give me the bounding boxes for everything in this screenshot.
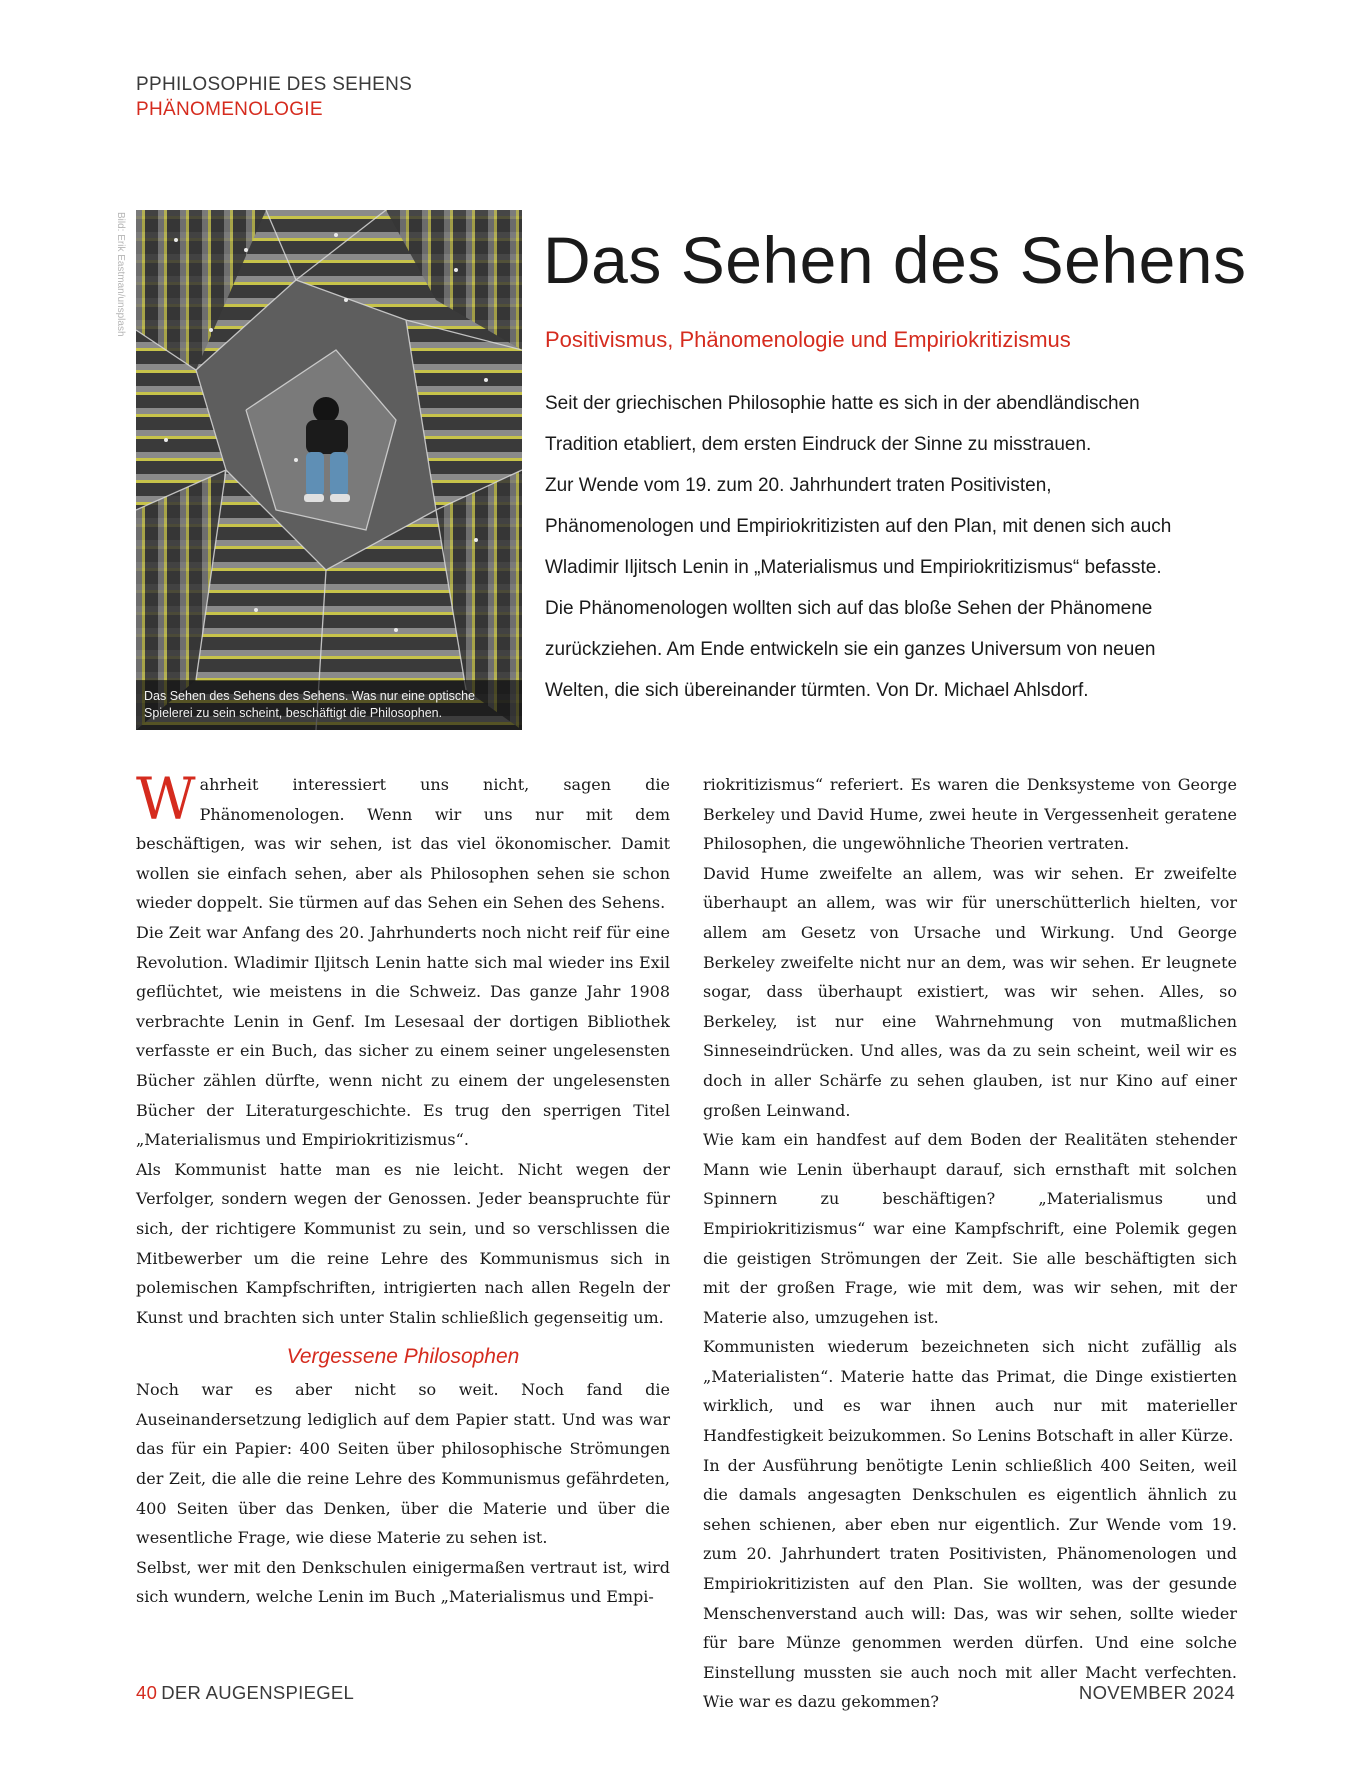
lead-line: Die Phänomenologen wollten sich auf das bloße Sehen der Phänomene xyxy=(545,598,1153,619)
mirrored-staircase-illustration xyxy=(136,210,522,730)
lead-line: Seit der griechischen Philosophie hatte es sich in der abendländischen xyxy=(545,393,1140,414)
photo-caption xyxy=(136,680,522,730)
body-paragraph: Kommunisten wiederum bezeichneten sich nicht zufällig als „Materialisten“. Materie hatte das Primat, die Dinge existierten wirklich, und es war ihnen auch nur mit materieller Handfestigkeit beizukommen. So Lenins Botschaft in aller Kürze. xyxy=(703,1337,1237,1446)
body-paragraph: Noch war es aber nicht so weit. Noch fand die Auseinandersetzung lediglich auf dem Papier statt. Und was war das für ein Papier: 400 Seiten über philosophische Strömungen der Zeit, die alle die reine Lehre des Kommunismus gefährdeten, 400 Seiten über das Denken, über die Materie und über die wesentliche Frage, wie diese Materie zu sehen ist. xyxy=(136,1380,670,1548)
body-paragraph xyxy=(136,765,670,918)
article-photo xyxy=(136,210,522,730)
body-column-right xyxy=(703,770,1237,1717)
article-title: Das Sehen des Sehens xyxy=(543,223,1247,297)
subsection-label: PHÄNOMENOLOGIE xyxy=(136,99,323,120)
issue-date: NOVEMBER 2024 xyxy=(1078,1682,1235,1703)
body-paragraph: Als Kommunist hatte man es nie leicht. Nicht wegen der Verfolger, sondern wegen der Genossen. Jeder beanspruchte für sich, der richtigere Kommunist zu sein, und so verschlissen die Mitbewerber um die reine Lehre des Kommunismus sich in polemischen Kampfschriften, intrigierten nach allen Regeln der Kunst und brachten sich unter Stalin schließlich gegenseitig um. xyxy=(136,1159,670,1327)
running-header xyxy=(136,72,412,122)
article-subtitle: Positivismus, Phänomenologie und Empiriokritizismus xyxy=(545,327,1071,352)
lead-line: Phänomenologen und Empiriokritizisten auf den Plan, mit denen sich auch xyxy=(545,516,1172,537)
caption-line: Spielerei zu sein scheint, beschäftigt die Philosophen. xyxy=(144,706,443,720)
caption-line: Das Sehen des Sehens des Sehens. Was nur eine optische xyxy=(144,689,475,703)
lead-line: zurückziehen. Am Ende entwickeln sie ein ganzes Universum von neuen xyxy=(545,639,1156,660)
drop-cap: W xyxy=(136,765,196,833)
section-heading: Vergessene Philosophen xyxy=(286,1345,520,1369)
photo-credit: Bild: Erik Eastman/unsplash xyxy=(115,212,126,337)
body-paragraph: Wie kam ein handfest auf dem Boden der Realitäten stehender Mann wie Lenin überhaupt darauf, sich ernsthaft mit solchen Spinnern zu beschäftigen? „Materialismus und Empiriokritizismus“ war eine Kampfschrift, eine Polemik gegen die geistigen Strömungen der Zeit. Sie alle beschäftigten sich mit der großen Frage, wie mit dem, was wir sehen, mit der Materie also, umzugehen ist. xyxy=(703,1130,1237,1327)
lead-line: Welten, die sich übereinander türmten. Von Dr. Michael Ahlsdorf. xyxy=(545,680,1089,701)
section-label: PPHILOSOPHIE DES SEHENS xyxy=(136,74,413,95)
body-paragraph: Selbst, wer mit den Denkschulen einigermaßen vertraut ist, wird sich wundern, welche Lenin im Buch „Materialismus und Empi- xyxy=(136,1557,670,1607)
article-lead xyxy=(545,383,1245,711)
page-footer xyxy=(136,1682,1235,1704)
body-column-left xyxy=(136,765,670,1612)
lead-line: Tradition etabliert, dem ersten Eindruck der Sinne zu misstrauen. xyxy=(545,434,1092,455)
body-paragraph: In der Ausführung benötigte Lenin schließlich 400 Seiten, weil die damals angesagten Denkschulen es eigentlich ähnlich zu sehen schienen, aber eben nur eigentlich. Zur Wende vom 19. zum 20. Jahrhundert traten Positivisten, Phänomenologen und Empiriokritizisten auf den Plan. Sie wollten, was der gesunde Menschenverstand auch will: Das, was wir sehen, sollte wieder für bare Münze genommen werden dürfen. Und eine solche Einstellung mussten sie auch noch mit aller Macht verfechten. Wie war es dazu gekommen? xyxy=(703,1455,1237,1712)
body-paragraph: riokritizismus“ referiert. Es waren die Denksysteme von George Berkeley und David Hume, zwei heute in Vergessenheit geratene Philosophen, die ungewöhnliche Theorien vertraten. xyxy=(703,775,1237,854)
magazine-name: DER AUGENSPIEGEL xyxy=(161,1682,355,1703)
body-paragraph: David Hume zweifelte an allem, was wir sehen. Er zweifelte überhaupt an allem, was wir für unerschütterlich hielten, vor allem am Gesetz von Ursache und Wirkung. Und George Berkeley zweifelte nicht nur an dem, was wir sehen. Er leugnete sogar, dass überhaupt existiert, was wir sehen. Alles, so Berkeley, ist nur eine Wahrnehmung von mutmaßlichen Sinneseindrücken. Und alles, was da zu sein scheint, weil wir es doch in aller Schärfe zu sehen glauben, ist nur Kino auf einer großen Leinwand. xyxy=(703,863,1237,1120)
page-number: 40 xyxy=(136,1682,158,1703)
lead-line: Wladimir Iljitsch Lenin in „Materialismus und Empiriokritizismus“ befasste. xyxy=(545,557,1162,578)
paragraph-text: ahrheit interessiert uns nicht, sagen die Phänomenologen. Wenn wir uns nur mit dem beschäftigen, was wir sehen, ist das viel ökonomischer. Damit wollen sie einfach sehen, aber als Philosophen sehen sie schon wieder doppelt. Sie türmen auf das Sehen ein Sehen des Sehens. xyxy=(136,775,670,913)
body-paragraph: Die Zeit war Anfang des 20. Jahrhunderts noch nicht reif für eine Revolution. Wladimir Iljitsch Lenin hatte sich mal wieder ins Exil geflüchtet, wie meistens in die Schweiz. Das ganze Jahr 1908 verbrachte Lenin in Genf. Im Lesesaal der dortigen Bibliothek verfasste er ein Buch, das sicher zu einem seiner ungelesensten Bücher zählen dürfte, wenn nicht zu einem der ungelesensten Bücher der Literaturgeschichte. Es trug den sperrigen Titel „Materialismus und Empiriokritizismus“. xyxy=(136,922,670,1150)
lead-line: Zur Wende vom 19. zum 20. Jahrhundert traten Positivisten, xyxy=(545,475,1052,496)
